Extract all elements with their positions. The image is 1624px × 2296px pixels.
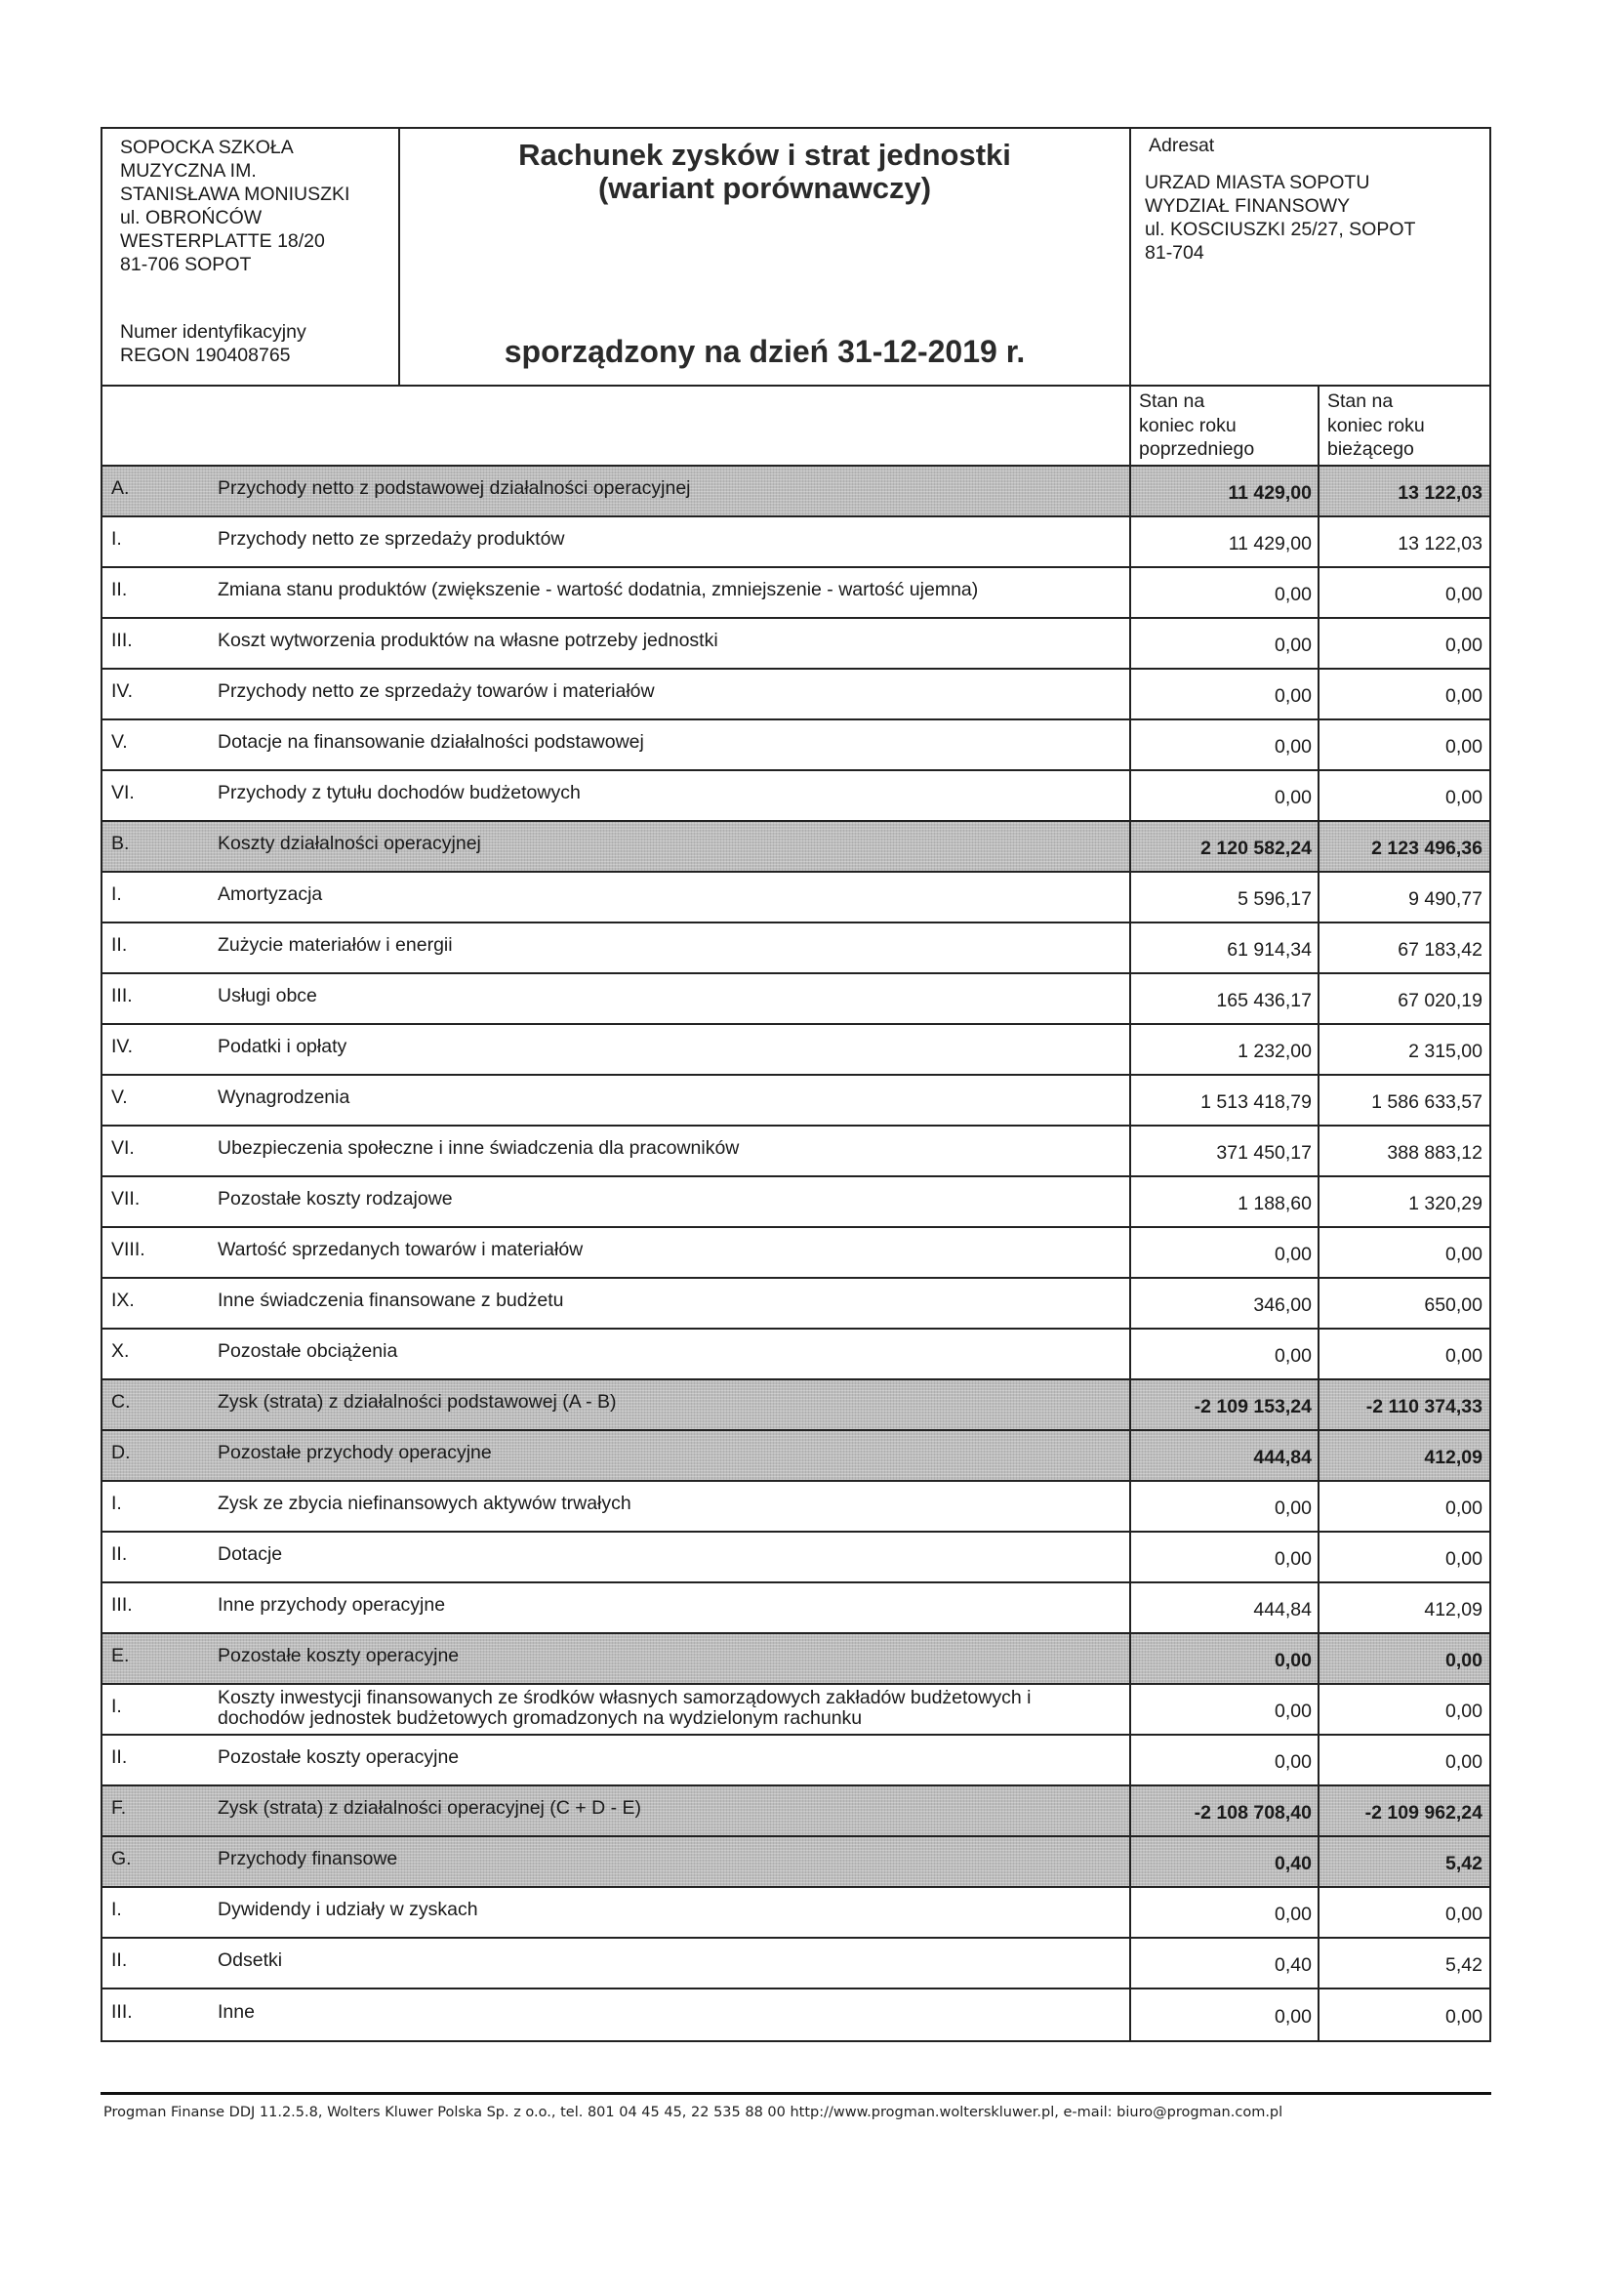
row-description: Dotacje na finansowanie działalności podstawowej [218,731,644,754]
row-label-cell [102,923,1131,972]
current-year-value: 5,42 [1445,1953,1482,1976]
row-label-cell [102,1228,1131,1277]
sender-line: MUZYCZNA IM. [120,160,257,182]
section-row [102,1837,1489,1888]
row-number: V. [111,1086,128,1109]
previous-year-value: 0,00 [1131,1634,1320,1683]
sender-line: STANISŁAWA MONIUSZKI [120,184,350,205]
income-statement-form [101,127,1491,2042]
column-headers [102,387,1489,467]
previous-year-value: 0,00 [1131,1533,1320,1581]
current-year-value: 0,00 [1445,684,1482,707]
row-number: III. [111,985,133,1007]
previous-year-value: 0,00 [1131,670,1320,718]
row-description: Pozostałe koszty operacyjne [218,1746,460,1769]
previous-year-value: 444,84 [1131,1583,1320,1632]
row-label-cell [102,1127,1131,1175]
statement-table-body [102,467,1489,2040]
row-number: A. [111,477,130,500]
title-block [400,129,1131,385]
previous-year-value: 0,00 [1131,1888,1320,1937]
row-label-cell [102,1025,1131,1074]
row-description: Zysk (strata) z działalności operacyjnej (C + D - E) [218,1797,641,1820]
table-row [102,1583,1489,1634]
previous-year-value: 11 429,00 [1131,517,1320,566]
table-row [102,1076,1489,1127]
row-description: Ubezpieczenia społeczne i inne świadczenia dla pracowników [218,1137,740,1160]
row-label-cell [102,974,1131,1023]
previous-year-value: 1 232,00 [1131,1025,1320,1074]
row-label-cell [102,1533,1131,1581]
row-number: IV. [111,1036,134,1058]
previous-year-value: 0,00 [1131,568,1320,617]
previous-year-value: 11 429,00 [1131,467,1320,515]
row-description: Zużycie materiałów i energii [218,934,453,957]
column-header-line: koniec roku [1139,414,1237,436]
previous-year-value: 0,00 [1131,1685,1320,1734]
row-description: Pozostałe przychody operacyjne [218,1442,492,1464]
recipient-line: WYDZIAŁ FINANSOWY [1145,195,1351,217]
row-number: I. [111,1696,122,1718]
row-description: Dotacje [218,1543,283,1566]
document-title: Rachunek zysków i strat jednostki [518,138,1011,172]
current-year-value: 0,00 [1445,1903,1482,1925]
row-label-cell [102,1431,1131,1480]
table-row [102,1279,1489,1330]
row-label-cell [102,873,1131,922]
row-label-cell [102,467,1131,515]
section-row [102,1431,1489,1482]
row-label-cell [102,1177,1131,1226]
row-description: Koszty inwestycji finansowanych ze środków własnych samorządowych zakładów budżetowych i dochodów jednostek budżetowych gromadzonych na wydzielonym rachunku [218,1687,1032,1730]
table-row [102,1939,1489,1989]
previous-year-value: 2 120 582,24 [1131,822,1320,871]
identification-block [120,320,306,367]
current-year-value: 1 320,29 [1408,1192,1482,1214]
label-column-header [102,387,1131,465]
row-label-cell [102,1989,1131,2040]
report-date: sporządzony na dzień 31-12-2019 r. [504,334,1026,369]
row-number: D. [111,1442,131,1464]
row-description: Przychody netto z podstawowej działalności operacyjnej [218,477,691,500]
sender-line: 81-706 SOPOT [120,254,252,275]
current-year-value: 0,00 [1445,1344,1482,1367]
row-number: V. [111,731,128,754]
document-subtitle: (wariant porównawczy) [597,171,932,205]
table-row [102,1025,1489,1076]
current-year-value: 0,00 [1445,583,1482,605]
row-description: Pozostałe obciążenia [218,1340,398,1363]
recipient-label: Adresat [1149,135,1215,156]
previous-year-value: 0,00 [1131,1482,1320,1531]
current-year-value: 67 020,19 [1398,989,1482,1011]
row-description: Inne przychody operacyjne [218,1594,446,1617]
current-year-value: -2 109 962,24 [1364,1801,1482,1824]
section-row [102,1380,1489,1431]
row-label-cell [102,720,1131,769]
table-row [102,1533,1489,1583]
row-number: C. [111,1391,131,1414]
current-year-value: 0,00 [1445,735,1482,758]
sender-line: ul. OBROŃCÓW [120,207,263,228]
previous-year-value: 0,00 [1131,771,1320,820]
table-row [102,1330,1489,1380]
row-number: VIII. [111,1239,145,1261]
sender-block [102,129,400,385]
row-description: Koszty działalności operacyjnej [218,833,481,855]
sender-line: SOPOCKA SZKOŁA [120,137,294,158]
section-row [102,1634,1489,1685]
previous-year-value: 346,00 [1131,1279,1320,1328]
row-number: IX. [111,1290,135,1312]
row-label-cell [102,1888,1131,1937]
current-year-value: 0,00 [1445,1649,1482,1671]
row-number: II. [111,934,128,957]
row-description: Usługi obce [218,985,317,1007]
table-row [102,1736,1489,1786]
row-description: Zmiana stanu produktów (zwiększenie - wartość dodatnia, zmniejszenie - wartość ujemna) [218,579,979,601]
current-year-value: -2 110 374,33 [1365,1395,1482,1417]
previous-year-value: 0,00 [1131,720,1320,769]
table-row [102,771,1489,822]
current-year-value: 0,00 [1445,2005,1482,2028]
current-year-value: 0,00 [1445,786,1482,808]
previous-year-value: 1 188,60 [1131,1177,1320,1226]
current-year-column-header [1320,387,1489,465]
row-description: Wartość sprzedanych towarów i materiałów [218,1239,584,1261]
id-label: Numer identyfikacyjny [120,321,306,343]
current-year-value: 1 586 633,57 [1371,1090,1482,1113]
regon-number: REGON 190408765 [120,345,291,366]
row-label-cell [102,1685,1131,1734]
current-year-value: 13 122,03 [1398,532,1482,554]
previous-year-value: 0,00 [1131,1330,1320,1378]
previous-year-value: 0,40 [1131,1837,1320,1886]
current-year-value: 0,00 [1445,634,1482,656]
row-number: VII. [111,1188,141,1210]
row-label-cell [102,568,1131,617]
footer-text: Progman Finanse DDJ 11.2.5.8, Wolters Kluwer Polska Sp. z o.o., tel. 801 04 45 45, 22 535 88 00 http://www.progman.wolterskluwer.pl, e-mail: biuro@progman.com.pl [103,2105,1283,2120]
recipient-line: ul. KOSCIUSZKI 25/27, SOPOT [1145,219,1416,240]
row-number: I. [111,883,122,906]
recipient-block [1131,129,1489,385]
row-label-cell [102,517,1131,566]
row-description: Podatki i opłaty [218,1036,347,1058]
table-row [102,1482,1489,1533]
row-label-cell [102,771,1131,820]
row-number: I. [111,1493,122,1515]
previous-year-value: 0,00 [1131,1228,1320,1277]
row-number: G. [111,1848,132,1870]
current-year-value: 0,00 [1445,1750,1482,1773]
row-description: Odsetki [218,1949,283,1972]
table-row [102,1888,1489,1939]
current-year-value: 67 183,42 [1398,938,1482,961]
table-row [102,1989,1489,2040]
previous-year-value: 5 596,17 [1131,873,1320,922]
column-header-line: bieżącego [1327,438,1414,460]
column-header-line: koniec roku [1327,414,1425,436]
section-row [102,822,1489,873]
row-label-cell [102,1076,1131,1125]
table-row [102,974,1489,1025]
row-description: Przychody finansowe [218,1848,398,1870]
current-year-value: 0,00 [1445,1547,1482,1570]
current-year-value: 9 490,77 [1408,887,1482,910]
current-year-value: 412,09 [1424,1446,1482,1468]
previous-year-value: -2 109 153,24 [1131,1380,1320,1429]
row-label-cell [102,619,1131,668]
previous-year-value: 1 513 418,79 [1131,1076,1320,1125]
row-label-cell [102,1837,1131,1886]
row-description: Inne [218,2001,255,2024]
row-description: Koszt wytworzenia produktów na własne potrzeby jednostki [218,630,718,652]
row-label-cell [102,1482,1131,1531]
row-number: III. [111,2001,133,2024]
row-number: E. [111,1645,130,1667]
current-year-value: 0,00 [1445,1243,1482,1265]
column-header-line: Stan na [1327,390,1394,412]
current-year-value: 0,00 [1445,1496,1482,1519]
row-description: Dywidendy i udziały w zyskach [218,1899,478,1921]
current-year-value: 2 123 496,36 [1371,837,1482,859]
row-description: Przychody z tytułu dochodów budżetowych [218,782,581,804]
recipient-line: URZAD MIASTA SOPOTU [1145,172,1370,193]
table-row [102,1177,1489,1228]
current-year-value: 2 315,00 [1408,1040,1482,1062]
section-row [102,467,1489,517]
current-year-value: 388 883,12 [1387,1141,1482,1164]
previous-year-value: 0,40 [1131,1939,1320,1988]
previous-year-value: 444,84 [1131,1431,1320,1480]
row-number: VI. [111,1137,135,1160]
row-description: Pozostałe koszty operacyjne [218,1645,460,1667]
column-header-line: poprzedniego [1139,438,1255,460]
row-number: III. [111,1594,133,1617]
row-label-cell [102,1939,1131,1988]
table-row [102,670,1489,720]
row-label-cell [102,1279,1131,1328]
row-label-cell [102,1736,1131,1784]
previous-year-value: 0,00 [1131,1736,1320,1784]
row-label-cell [102,1380,1131,1429]
table-row [102,1228,1489,1279]
current-year-value: 412,09 [1424,1598,1482,1620]
table-row [102,568,1489,619]
column-header-line: Stan na [1139,390,1205,412]
table-row [102,517,1489,568]
table-row [102,1685,1489,1736]
section-row [102,1786,1489,1837]
table-row [102,1127,1489,1177]
row-description: Zysk ze zbycia niefinansowych aktywów trwałych [218,1493,631,1515]
row-number: I. [111,1899,122,1921]
row-label-cell [102,1786,1131,1835]
sender-line: WESTERPLATTE 18/20 [120,230,325,252]
row-number: F. [111,1797,127,1820]
previous-year-value: 165 436,17 [1131,974,1320,1023]
row-label-cell [102,1634,1131,1683]
table-row [102,923,1489,974]
footer-divider [101,2092,1491,2095]
previous-year-column-header [1131,387,1320,465]
previous-year-value: 371 450,17 [1131,1127,1320,1175]
row-label-cell [102,1330,1131,1378]
row-label-cell [102,822,1131,871]
recipient-line: 81-704 [1145,242,1204,264]
row-number: II. [111,1543,128,1566]
row-description: Amortyzacja [218,883,323,906]
current-year-value: 650,00 [1424,1293,1482,1316]
row-number: II. [111,579,128,601]
row-number: III. [111,630,133,652]
row-number: II. [111,1949,128,1972]
row-description: Inne świadczenia finansowane z budżetu [218,1290,564,1312]
row-number: I. [111,528,122,551]
row-number: IV. [111,680,134,703]
table-row [102,720,1489,771]
previous-year-value: 0,00 [1131,1989,1320,2040]
row-number: VI. [111,782,135,804]
row-description: Zysk (strata) z działalności podstawowej (A - B) [218,1391,617,1414]
previous-year-value: 61 914,34 [1131,923,1320,972]
row-label-cell [102,670,1131,718]
row-number: II. [111,1746,128,1769]
row-description: Pozostałe koszty rodzajowe [218,1188,453,1210]
table-row [102,619,1489,670]
previous-year-value: 0,00 [1131,619,1320,668]
previous-year-value: -2 108 708,40 [1131,1786,1320,1835]
table-row [102,873,1489,923]
row-description: Przychody netto ze sprzedaży produktów [218,528,565,551]
row-description: Wynagrodzenia [218,1086,350,1109]
row-number: X. [111,1340,130,1363]
row-label-cell [102,1583,1131,1632]
current-year-value: 13 122,03 [1398,481,1482,504]
current-year-value: 5,42 [1445,1852,1482,1874]
document-header [102,129,1489,387]
current-year-value: 0,00 [1445,1700,1482,1722]
row-description: Przychody netto ze sprzedaży towarów i materiałów [218,680,655,703]
row-number: B. [111,833,130,855]
